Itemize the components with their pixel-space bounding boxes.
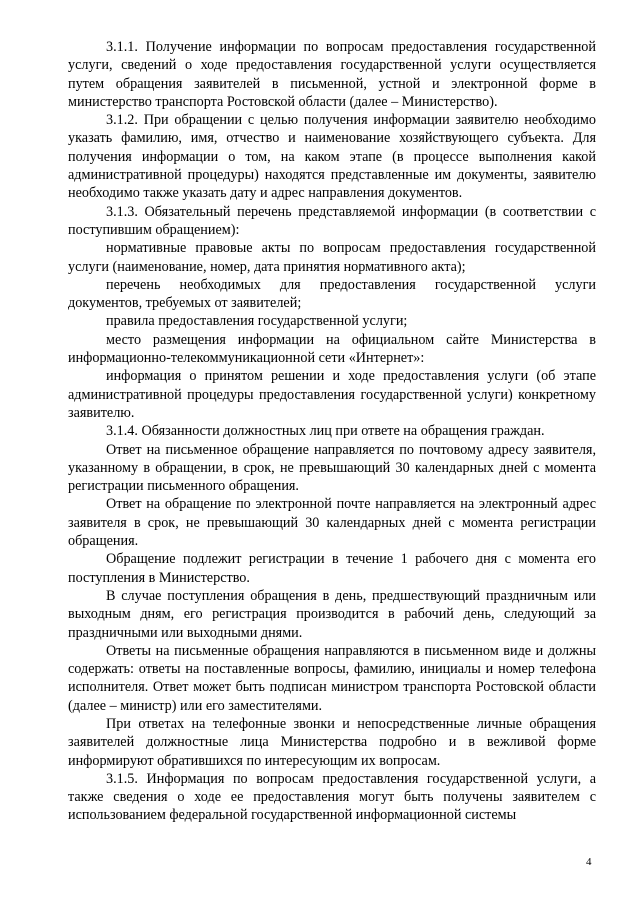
- paragraph-email-reply: Ответ на обращение по электронной почте направляется на электронный адрес заявителя в срок, не превышающий 30 календарных дней с момента регистрации обращения.: [68, 496, 596, 550]
- paragraph-holiday-registration: В случае поступления обращения в день, предшествующий праздничным или выходным дням, его регистрация производится в рабочий день, следующий за праздничными или выходными днями.: [68, 587, 596, 641]
- paragraph-3-1-1: 3.1.1. Получение информации по вопросам предоставления государственной услуги, сведений о ходе предоставления государственной услуги осуществляется путем обращения заявителей в письменной, устной и электронной форме в министерство транспорта Ростовской области (далее – Министерство).: [68, 39, 596, 110]
- list-item-rules: правила предоставления государственной услуги;: [106, 313, 408, 330]
- page-number: 4: [586, 856, 592, 868]
- paragraph-phone-calls: При ответах на телефонные звонки и непосредственные личные обращения заявителей должностные лица Министерства подробно и в вежливой форме информируют обратившихся по интересующим их вопросам.: [68, 715, 596, 769]
- paragraph-written-reply: Ответ на письменное обращение направляется по почтовому адресу заявителя, указанному в обращении, в срок, не превышающий 30 календарных дней с момента регистрации письменного обращения.: [68, 441, 596, 495]
- list-item-documents: перечень необходимых для предоставления государственной услуги документов, требуемых от заявителей;: [68, 276, 596, 312]
- paragraph-3-1-5: 3.1.5. Информация по вопросам предоставления государственной услуги, а также сведения о ходе ее предоставления могут быть получены заявителем с использованием федеральной государственной информационной системы: [68, 770, 596, 824]
- list-item-website: место размещения информации на официальном сайте Министерства в информационно-телекоммуникационной сети «Интернет»:: [68, 331, 596, 367]
- list-item-normative-acts: нормативные правовые акты по вопросам предоставления государственной услуги (наименование, номер, дата принятия нормативного акта);: [68, 240, 596, 275]
- paragraph-3-1-2: 3.1.2. При обращении с целью получения информации заявителю необходимо указать фамилию, имя, отчество и наименование хозяйствующего субъекта. Для получения информации о том, на каком этапе (в процессе выполнения какой административной процедуры) находятся представленные им документы, заявителю необходимо также указать дату и адрес направления документов.: [68, 112, 596, 202]
- paragraph-reply-content: Ответы на письменные обращения направляются в письменном виде и должны содержать: ответы на поставленные вопросы, фамилию, инициалы и номер телефона исполнителя. Ответ может быть подписан министром транспорта Ростовской области (далее – министр) или его заместителями.: [68, 642, 596, 714]
- document-body: [68, 38, 596, 825]
- paragraph-3-1-3: 3.1.3. Обязательный перечень представляемой информации (в соответствии с поступившим обращением):: [68, 203, 596, 238]
- list-item-decision-info: информация о принятом решении и ходе предоставления услуги (об этапе административной процедуры предоставления государственной услуги) конкретному заявителю.: [68, 368, 596, 421]
- paragraph-registration: Обращение подлежит регистрации в течение 1 рабочего дня с момента его поступления в Министерство.: [68, 551, 596, 586]
- paragraph-3-1-4: 3.1.4. Обязанности должностных лиц при ответе на обращения граждан.: [106, 423, 545, 440]
